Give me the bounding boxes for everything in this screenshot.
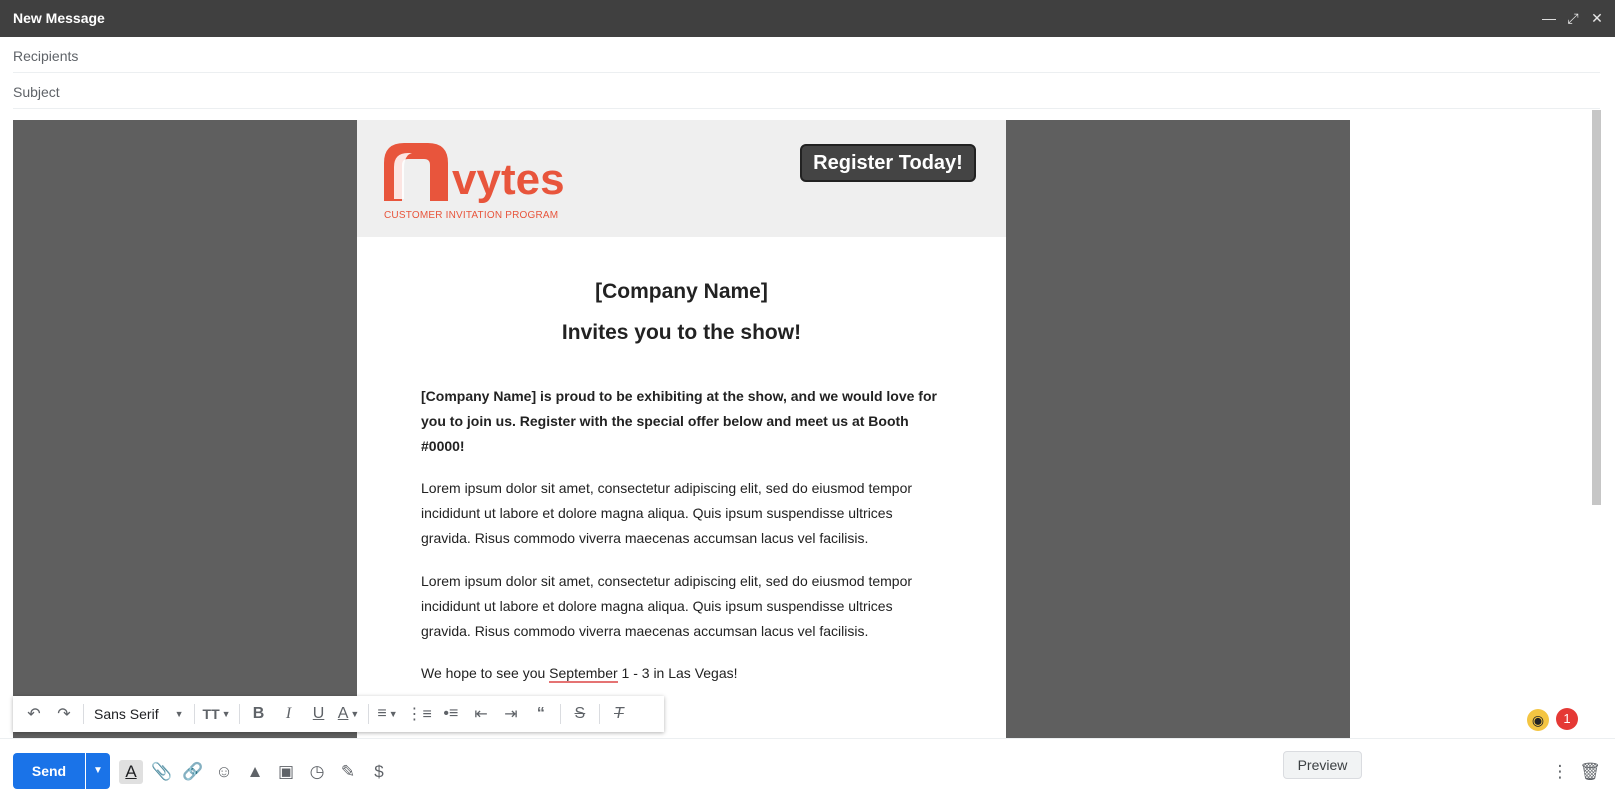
insert-link-icon[interactable]: 🔗 bbox=[182, 762, 204, 781]
chevron-down-icon: ▼ bbox=[174, 709, 184, 719]
preview-button[interactable]: Preview bbox=[1283, 751, 1362, 779]
logo-n-mark-icon bbox=[382, 141, 450, 203]
attach-file-icon[interactable]: 📎 bbox=[151, 762, 173, 781]
indent-less-icon[interactable]: ⇤ bbox=[474, 706, 488, 723]
indent-more-icon[interactable]: ⇥ bbox=[504, 706, 518, 723]
email-template-card bbox=[357, 120, 1006, 740]
window-title: New Message bbox=[13, 10, 105, 26]
numbered-list-icon[interactable]: ⋮≡ bbox=[406, 706, 432, 723]
send-button[interactable]: Send bbox=[13, 753, 85, 789]
confidential-mode-icon[interactable]: ◷ bbox=[309, 762, 325, 781]
intro-paragraph: [Company Name] is proud to be exhibiting at the show, and we would love for you to join us. Register with the special offer below and meet us at Booth #0000! bbox=[421, 388, 937, 454]
invite-heading: Invites you to the show! bbox=[561, 321, 802, 344]
more-options-icon[interactable]: ⋮ bbox=[1551, 762, 1569, 781]
spellcheck-word[interactable]: September bbox=[549, 665, 618, 681]
closing-suffix: 1 - 3 in Las Vegas! bbox=[617, 665, 738, 681]
subject-field[interactable] bbox=[13, 73, 1600, 109]
undo-icon[interactable]: ↶ bbox=[27, 706, 41, 723]
bold-icon[interactable]: B bbox=[252, 705, 265, 722]
vertical-scrollbar[interactable] bbox=[1592, 110, 1601, 505]
recipients-placeholder: Recipients bbox=[13, 48, 79, 64]
formatting-toolbar bbox=[13, 696, 664, 732]
compose-bottom-bar bbox=[0, 738, 1615, 795]
company-name-heading: [Company Name] bbox=[595, 280, 768, 303]
emoji-icon[interactable]: ☺ bbox=[215, 762, 233, 781]
logo-wordmark: vytes bbox=[452, 155, 565, 204]
remove-formatting-icon[interactable]: T bbox=[614, 705, 624, 722]
insert-photo-icon[interactable]: ▣ bbox=[277, 762, 295, 781]
company-logo bbox=[382, 141, 565, 221]
bulleted-list-icon[interactable]: •≡ bbox=[443, 705, 459, 722]
discard-draft-icon[interactable]: 🗑 bbox=[1579, 762, 1601, 781]
closing-prefix: We hope to see you bbox=[421, 665, 550, 681]
minimize-icon[interactable]: — bbox=[1542, 10, 1556, 26]
toolbar-divider bbox=[239, 704, 240, 724]
notification-badge[interactable]: 1 bbox=[1556, 708, 1578, 730]
send-options-chevron-icon[interactable]: ▼ bbox=[86, 753, 110, 789]
toolbar-divider bbox=[83, 704, 84, 724]
text-color-icon[interactable]: A ▼ bbox=[337, 705, 360, 722]
dollar-icon[interactable]: $ bbox=[374, 762, 384, 781]
toolbar-divider bbox=[560, 704, 561, 724]
quote-icon[interactable]: “ bbox=[536, 705, 545, 722]
subject-placeholder: Subject bbox=[13, 84, 60, 100]
italic-icon[interactable]: I bbox=[285, 705, 292, 722]
grammar-assistant-icon[interactable]: ◉ bbox=[1527, 709, 1549, 731]
align-icon[interactable]: ≡ ▼ bbox=[377, 705, 398, 722]
underline-icon[interactable]: U bbox=[312, 705, 325, 722]
email-header bbox=[357, 120, 1006, 237]
compose-title-bar bbox=[0, 0, 1615, 37]
font-family-value: Sans Serif bbox=[94, 706, 159, 722]
toolbar-divider bbox=[194, 704, 195, 724]
recipients-field[interactable] bbox=[13, 37, 1600, 73]
body-paragraph-1: Lorem ipsum dolor sit amet, consectetur adipiscing elit, sed do eiusmod tempor incididunt ut labore et dolore magna aliqua. Quis ipsum suspendisse ultrices gravida. Risus commodo viverra maecenas accumsan lacus vel facilisis. bbox=[421, 480, 913, 546]
redo-icon[interactable]: ↷ bbox=[57, 706, 71, 723]
register-today-button[interactable]: Register Today! bbox=[800, 144, 976, 182]
strikethrough-icon[interactable]: S bbox=[574, 705, 586, 722]
signature-icon[interactable]: ✎ bbox=[340, 762, 356, 781]
logo-tagline: CUSTOMER INVITATION PROGRAM bbox=[384, 210, 559, 221]
font-family-select[interactable] bbox=[88, 706, 190, 722]
font-size-icon[interactable]: TT ▼ bbox=[202, 706, 231, 722]
window-controls bbox=[1541, 9, 1605, 27]
toolbar-divider bbox=[599, 704, 600, 724]
body-paragraph-2: Lorem ipsum dolor sit amet, consectetur adipiscing elit, sed do eiusmod tempor incididunt ut labore et dolore magna aliqua. Quis ipsum suspendisse ultrices gravida. Risus commodo viverra maecenas accumsan lacus vel facilisis. bbox=[421, 573, 913, 639]
google-drive-icon[interactable]: ▲ bbox=[246, 762, 264, 781]
exit-fullscreen-icon[interactable]: ⤢ bbox=[1567, 10, 1579, 26]
close-icon[interactable]: ✕ bbox=[1591, 10, 1603, 26]
closing-paragraph bbox=[421, 661, 941, 686]
formatting-options-icon[interactable]: A bbox=[119, 760, 143, 784]
message-body[interactable] bbox=[13, 120, 1597, 740]
toolbar-divider bbox=[368, 704, 369, 724]
